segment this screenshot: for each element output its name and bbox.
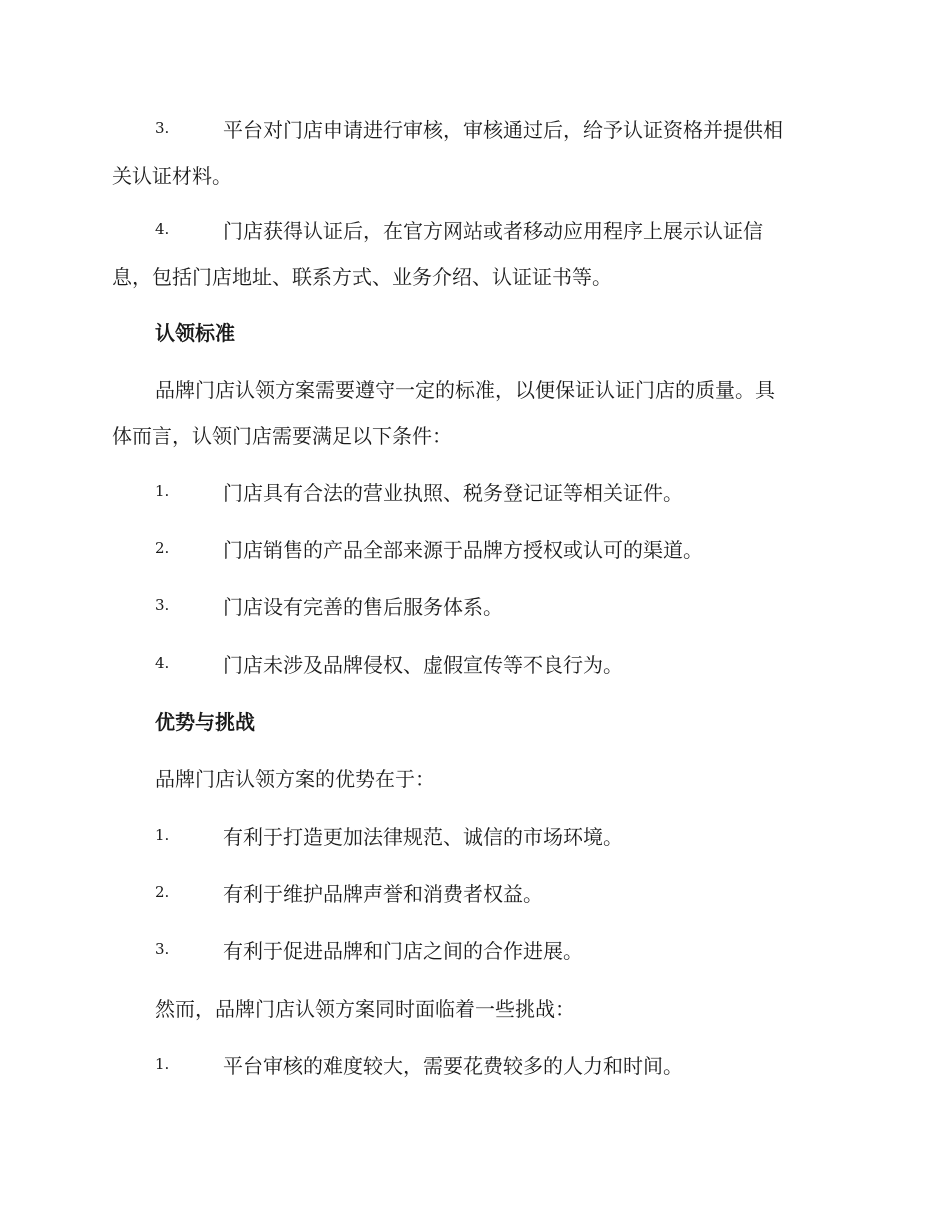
list-text-line-1: 平台对门店申请进行审核，审核通过后，给予认证资格并提供相	[223, 118, 783, 142]
list-text: 门店具有合法的营业执照、税务登记证等相关证件。	[223, 481, 683, 505]
list-text: 有利于打造更加法律规范、诚信的市场环境。	[223, 825, 623, 849]
list-item	[155, 650, 838, 680]
list-item	[112, 216, 838, 292]
paragraph-line-2: 体而言，认领门店需要满足以下条件：	[112, 424, 452, 448]
list-number: 3.	[155, 940, 170, 958]
section-heading-pros-cons: 优势与挑战	[155, 710, 255, 734]
standards-intro-paragraph	[112, 375, 838, 451]
list-number: 3.	[155, 596, 170, 614]
list-text-line-1: 门店获得认证后，在官方网站或者移动应用程序上展示认证信	[223, 219, 763, 243]
section-heading-standards: 认领标准	[155, 321, 235, 345]
paragraph-line-1: 品牌门店认领方案需要遵守一定的标准，以便保证认证门店的质量。具	[155, 378, 775, 402]
list-number: 1.	[155, 1055, 170, 1073]
list-text: 有利于维护品牌声誉和消费者权益。	[223, 882, 543, 906]
list-text-line-2: 息，包括门店地址、联系方式、业务介绍、认证证书等。	[112, 265, 612, 289]
list-item	[155, 936, 838, 966]
list-number: 2.	[155, 539, 170, 557]
list-text: 门店销售的产品全部来源于品牌方授权或认可的渠道。	[223, 538, 703, 562]
list-number: 4.	[155, 654, 170, 672]
list-text: 平台审核的难度较大，需要花费较多的人力和时间。	[223, 1054, 683, 1078]
list-number: 1.	[155, 826, 170, 844]
advantages-intro: 品牌门店认领方案的优势在于：	[155, 767, 435, 791]
list-item	[112, 115, 838, 191]
list-number: 1.	[155, 482, 170, 500]
list-text: 门店设有完善的售后服务体系。	[223, 595, 503, 619]
list-number: 2.	[155, 883, 170, 901]
list-number: 4.	[155, 220, 170, 238]
list-text: 有利于促进品牌和门店之间的合作进展。	[223, 939, 583, 963]
list-item	[155, 879, 838, 909]
list-text-line-2: 关认证材料。	[112, 164, 232, 188]
list-item	[155, 822, 838, 852]
list-item	[155, 535, 838, 565]
list-item	[155, 1051, 838, 1081]
list-item	[155, 592, 838, 622]
list-text: 门店未涉及品牌侵权、虚假宣传等不良行为。	[223, 653, 623, 677]
list-number: 3.	[155, 119, 170, 137]
list-item	[155, 478, 838, 508]
challenges-intro: 然而，品牌门店认领方案同时面临着一些挑战：	[155, 997, 575, 1021]
